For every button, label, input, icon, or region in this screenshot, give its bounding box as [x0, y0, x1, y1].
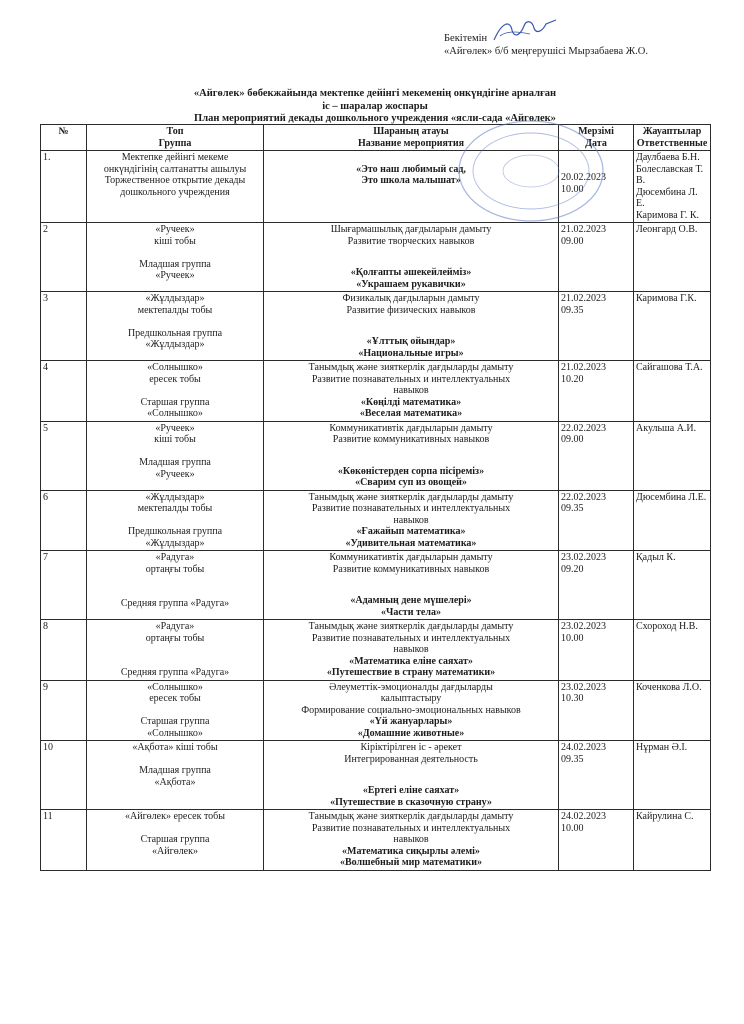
event-title: «Адамның дене мүшелері» — [350, 595, 472, 606]
row-group — [87, 551, 264, 620]
table-row — [41, 490, 711, 551]
event-title: «Қолғапты әшекейлейміз» — [350, 267, 472, 278]
row-responsible — [634, 680, 711, 741]
responsible-name: Каримова Г.К. — [636, 293, 697, 304]
date-text: 21.02.2023 — [561, 293, 606, 304]
row-group — [87, 151, 264, 223]
header-group-kz: Топ — [166, 126, 184, 137]
spacer — [266, 575, 556, 595]
time-text: 09.00 — [561, 434, 584, 445]
spacer — [89, 823, 261, 835]
group-line: Торжественное открытие декады — [104, 175, 246, 186]
table-row — [41, 292, 711, 361]
row-responsible — [634, 223, 711, 292]
group-line: Младшая группа — [139, 765, 211, 776]
row-group — [87, 292, 264, 361]
event-line: Шығармашылық дағдыларын дамыту — [330, 224, 492, 235]
title-line-3: План мероприятий декады дошкольного учреждения «ясли-сада «Айгөлек» — [194, 113, 556, 124]
header-group-ru: Группа — [158, 137, 192, 149]
group-line: Младшая группа — [139, 258, 211, 270]
group-line: Мектепке дейінгі мекеме — [121, 152, 229, 163]
responsible-name: Леонгард О.В. — [636, 224, 698, 235]
event-line: Развитие познавательных и интеллектуальных — [311, 632, 511, 644]
date-text: 20.02.2023 — [561, 172, 606, 183]
row-date — [559, 151, 634, 223]
group-line: Предшкольная группа — [127, 327, 223, 339]
header-responsible — [634, 125, 711, 151]
row-responsible — [634, 361, 711, 422]
row-number-text: 5 — [43, 422, 48, 434]
group-line: «Солнышко» — [147, 681, 203, 693]
document-title — [40, 88, 710, 126]
event-line: Развитие творческих навыков — [347, 235, 475, 247]
row-number — [41, 490, 87, 551]
title-line-1: «Айгөлек» бөбекжайында мектепке дейінгі мекеменің онкүндігіне арналған — [193, 88, 557, 99]
row-responsible — [634, 551, 711, 620]
event-line: Развитие коммуникативных навыков — [332, 434, 490, 445]
time-text: 10.20 — [561, 373, 584, 385]
row-responsible — [634, 151, 711, 223]
row-date — [559, 620, 634, 681]
group-line: «Жұлдыздар» — [145, 339, 205, 350]
row-number-text: 7 — [43, 552, 48, 563]
event-line: Танымдық және зияткерлік дағдыларды дамыту — [308, 491, 514, 503]
row-group — [87, 680, 264, 741]
row-number-text: 3 — [43, 293, 48, 304]
spacer — [266, 446, 556, 466]
date-text: 22.02.2023 — [561, 491, 606, 503]
group-line: дошкольного учреждения — [120, 186, 230, 198]
group-line: ересек тобы — [149, 693, 201, 704]
group-line: «Солнышко» — [147, 727, 203, 739]
spacer — [89, 247, 261, 259]
event-title: «Путешествие в сказочную страну» — [330, 796, 492, 808]
row-responsible — [634, 490, 711, 551]
event-title: «Путешествие в страну математики» — [326, 667, 496, 678]
row-event — [264, 680, 559, 741]
responsible-name: Коченкова Л.О. — [636, 681, 702, 693]
header-resp-ru: Ответственные — [636, 137, 708, 149]
event-line: Коммуникативтік дағдыларын дамыту — [329, 422, 493, 434]
group-line: кіші тобы — [154, 235, 196, 247]
time-text: 09.35 — [561, 304, 584, 316]
table-body — [41, 151, 711, 871]
spacer — [89, 575, 261, 587]
responsible-name: Болеславская Т. В. — [636, 163, 704, 186]
responsible-name: Даулбаева Б.Н. — [636, 152, 700, 163]
row-date — [559, 490, 634, 551]
row-event — [264, 223, 559, 292]
event-line: Танымдық және зияткерлік дағдыларды дамыту — [308, 621, 514, 632]
spacer — [89, 656, 261, 668]
signature-icon — [490, 16, 560, 46]
event-title: «Математика еліне саяхат» — [349, 655, 473, 667]
row-group — [87, 741, 264, 810]
row-number-text: 1. — [43, 152, 51, 163]
event-line: Развитие познавательных и интеллектуальных — [311, 503, 511, 514]
header-event-kz: Шараның атауы — [373, 126, 449, 137]
row-group — [87, 810, 264, 871]
row-date — [559, 680, 634, 741]
row-date — [559, 361, 634, 422]
time-text: 09.35 — [561, 503, 584, 514]
event-line: Формирование социально-эмоциональных навыков — [301, 704, 521, 716]
responsible-name: Каримова Г. К. — [636, 209, 700, 221]
row-number — [41, 680, 87, 741]
row-date — [559, 223, 634, 292]
event-title: «Математика сиқырлы әлемі» — [342, 845, 480, 857]
spacer — [89, 316, 261, 328]
spacer — [266, 765, 556, 785]
header-date-ru: Дата — [585, 137, 607, 149]
table-row — [41, 680, 711, 741]
row-number-text: 10 — [43, 742, 53, 753]
event-line: Развитие физических навыков — [346, 304, 476, 316]
row-responsible — [634, 292, 711, 361]
row-number-text: 8 — [43, 621, 48, 632]
row-group — [87, 490, 264, 551]
time-text: 09.00 — [561, 235, 584, 247]
row-group — [87, 223, 264, 292]
row-event — [264, 361, 559, 422]
event-title: Это школа малышат» — [361, 175, 461, 186]
row-responsible — [634, 620, 711, 681]
header-group — [87, 125, 264, 151]
event-title: «Украшаем рукавички» — [356, 278, 466, 290]
event-line: Кіріктірілген іс - әрекет — [360, 742, 462, 753]
row-number — [41, 741, 87, 810]
row-event — [264, 741, 559, 810]
date-text: 21.02.2023 — [561, 224, 606, 235]
header-resp-kz: Жауаптылар — [642, 126, 702, 137]
responsible-name: Қадыл К. — [636, 552, 676, 563]
spacer — [89, 385, 261, 397]
group-line: «Айгөлек» — [152, 845, 198, 857]
date-text: 22.02.2023 — [561, 422, 606, 434]
responsible-name: Нұрман Ә.І. — [636, 742, 688, 753]
group-line: ортаңғы тобы — [145, 632, 205, 644]
row-date — [559, 741, 634, 810]
group-line: «Жұлдыздар» — [145, 491, 205, 503]
date-text: 24.02.2023 — [561, 811, 606, 822]
group-line: онкүндігінің салтанатты ашылуы — [103, 163, 247, 175]
group-line: Старшая группа — [140, 396, 210, 408]
row-date — [559, 421, 634, 490]
group-line: «Солнышко» — [147, 408, 203, 419]
row-event — [264, 151, 559, 223]
row-number-text: 9 — [43, 681, 48, 693]
event-line: Танымдық және зияткерлік дағдыларды дамыту — [308, 811, 514, 822]
row-event — [264, 551, 559, 620]
group-line: «Ақбота» кіші тобы — [132, 742, 218, 753]
row-event — [264, 620, 559, 681]
spacer — [89, 587, 261, 599]
responsible-name: Сайгашова Т.А. — [636, 362, 703, 373]
table-row — [41, 741, 711, 810]
row-number — [41, 551, 87, 620]
row-date — [559, 292, 634, 361]
group-line: «Жұлдыздар» — [145, 293, 205, 304]
responsible-name: Кайрулина С. — [636, 811, 694, 822]
event-title: «Национальные игры» — [358, 347, 464, 359]
group-line: ересек тобы — [149, 373, 201, 385]
spacer — [89, 515, 261, 527]
date-text: 24.02.2023 — [561, 742, 606, 753]
event-title: «Удивительная математика» — [345, 537, 477, 549]
time-text: 10.00 — [561, 632, 584, 644]
event-line: Развитие познавательных и интеллектуальных — [311, 373, 511, 385]
row-number-text: 6 — [43, 491, 48, 503]
title-line-2: іс – шаралар жоспары — [322, 100, 428, 112]
group-line: «Солнышко» — [147, 362, 203, 373]
spacer — [89, 644, 261, 656]
group-line: «Радуга» — [155, 552, 195, 563]
header-date-kz: Мерзімі — [578, 126, 614, 137]
table-row — [41, 620, 711, 681]
event-line: Физикалық дағдыларын дамыту — [342, 293, 480, 304]
event-line: калыптастыру — [380, 693, 442, 704]
time-text: 09.20 — [561, 563, 584, 575]
row-number-text: 2 — [43, 224, 48, 235]
group-line: «Радуга» — [155, 621, 195, 632]
spacer — [89, 705, 261, 717]
time-text: 09.35 — [561, 753, 584, 765]
event-line: Развитие коммуникативных навыков — [332, 563, 490, 575]
row-number — [41, 421, 87, 490]
row-number — [41, 292, 87, 361]
responsible-name: Дюсембина Л.Е. — [636, 491, 707, 503]
row-responsible — [634, 741, 711, 810]
row-responsible — [634, 421, 711, 490]
event-title: «Волшебный мир математики» — [339, 857, 482, 868]
event-title: «Ғажайып математика» — [356, 526, 466, 537]
event-line: навыков — [393, 644, 429, 655]
responsible-name: Схороход Н.В. — [636, 621, 698, 632]
table-row — [41, 361, 711, 422]
group-line: Старшая группа — [140, 716, 210, 727]
row-event — [264, 810, 559, 871]
row-number — [41, 361, 87, 422]
table-row — [41, 421, 711, 490]
event-title: «Это наш любимый сад, — [356, 163, 466, 175]
events-table — [40, 124, 711, 871]
date-text: 23.02.2023 — [561, 552, 606, 563]
group-line: «Жұлдыздар» — [145, 537, 205, 549]
spacer — [266, 316, 556, 336]
row-number — [41, 620, 87, 681]
event-title: «Части тела» — [381, 606, 441, 618]
event-title: «Ұлттық ойындар» — [366, 336, 456, 347]
group-line: Средняя группа «Радуга» — [120, 598, 230, 609]
row-group — [87, 421, 264, 490]
group-line: Средняя группа «Радуга» — [120, 667, 230, 678]
event-title: «Көңілді математика» — [360, 396, 462, 408]
event-line: Әлеуметтік-эмоционалды дағдыларды — [329, 681, 493, 693]
time-text: 10.00 — [561, 183, 584, 195]
responsible-name: Дюсембина Л. Е. — [636, 186, 698, 209]
group-line: «Ручеек» — [155, 224, 195, 235]
group-line: Предшкольная группа — [127, 526, 223, 537]
time-text: 10.00 — [561, 822, 584, 834]
responsible-name: Акульша А.И. — [636, 422, 697, 434]
row-event — [264, 292, 559, 361]
row-group — [87, 620, 264, 681]
approval-block — [444, 32, 734, 58]
spacer — [89, 446, 261, 458]
row-number — [41, 810, 87, 871]
event-line: навыков — [393, 385, 429, 396]
row-event — [264, 490, 559, 551]
row-number — [41, 151, 87, 223]
row-number-text: 11 — [43, 811, 53, 822]
time-text: 10.30 — [561, 693, 584, 704]
spacer — [561, 152, 631, 172]
event-line: Коммуникативтік дағдыларын дамыту — [329, 552, 493, 563]
row-event — [264, 421, 559, 490]
event-title: «Ертегі еліне саяхат» — [362, 785, 460, 796]
header-event-ru: Название мероприятия — [357, 137, 465, 149]
approval-line-1: Бекітемін — [444, 33, 488, 44]
header-num: № — [41, 125, 87, 151]
date-text: 23.02.2023 — [561, 621, 606, 632]
date-text: 23.02.2023 — [561, 681, 606, 693]
row-number — [41, 223, 87, 292]
spacer — [89, 754, 261, 766]
row-date — [559, 810, 634, 871]
spacer — [266, 247, 556, 267]
event-title: «Веселая математика» — [359, 408, 463, 419]
group-line: мектепалды тобы — [137, 304, 213, 316]
table-header-row — [41, 125, 711, 151]
event-title: «Үй жануарлары» — [369, 716, 453, 727]
header-event — [264, 125, 559, 151]
table-row — [41, 810, 711, 871]
group-line: «Ақбота» — [154, 776, 196, 788]
event-title: «Көкөністерден сорпа пісіреміз» — [337, 465, 485, 477]
header-date — [559, 125, 634, 151]
group-line: «Айгөлек» ересек тобы — [125, 811, 225, 822]
group-line: Младшая группа — [139, 457, 211, 468]
event-line: Танымдық және зияткерлік дағдыларды дамыту — [308, 362, 514, 373]
table-row — [41, 151, 711, 223]
group-line: «Ручеек» — [155, 270, 195, 281]
group-line: ортаңғы тобы — [145, 563, 205, 575]
row-responsible — [634, 810, 711, 871]
event-line: навыков — [393, 514, 429, 526]
group-line: «Ручеек» — [155, 422, 195, 434]
event-title: «Домашние животные» — [357, 727, 465, 739]
event-line: навыков — [393, 834, 429, 845]
spacer — [266, 152, 556, 164]
table-row — [41, 223, 711, 292]
row-group — [87, 361, 264, 422]
group-line: мектепалды тобы — [137, 503, 213, 514]
event-line: Интегрированная деятельность — [344, 753, 478, 765]
group-line: «Ручеек» — [155, 468, 195, 480]
date-text: 21.02.2023 — [561, 362, 606, 373]
approval-line-2: «Айгөлек» б/б меңгерушісі Мырзабаева Ж.О. — [444, 46, 649, 57]
event-line: Развитие познавательных и интеллектуальных — [311, 822, 511, 834]
event-title: «Сварим суп из овощей» — [355, 477, 467, 488]
row-number-text: 4 — [43, 362, 48, 373]
group-line: кіші тобы — [154, 434, 196, 445]
group-line: Старшая группа — [140, 834, 210, 845]
row-date — [559, 551, 634, 620]
table-row — [41, 551, 711, 620]
